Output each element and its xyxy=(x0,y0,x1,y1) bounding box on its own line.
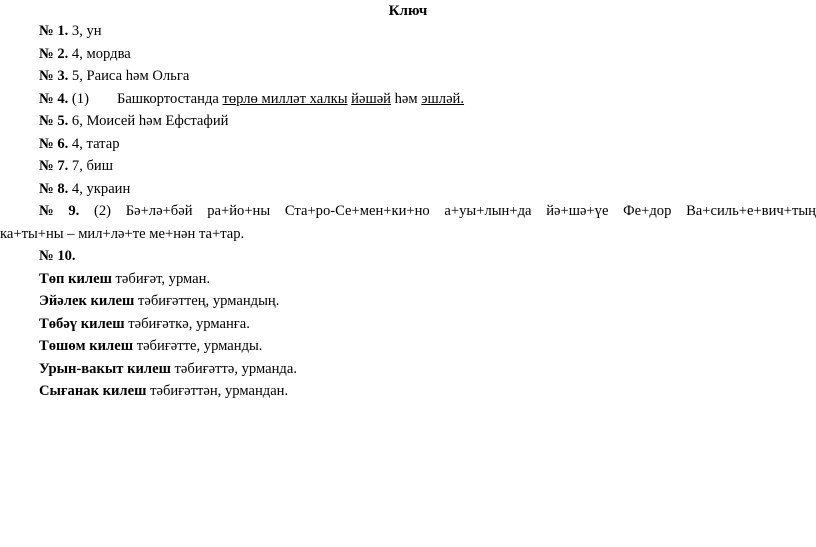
answer-4 xyxy=(39,88,816,111)
answer-1 xyxy=(39,20,816,43)
case-example: тәбиғәткә, урманға. xyxy=(124,315,250,332)
case-name: Урын-вакыт килеш xyxy=(39,360,171,377)
answer-word: (2) xyxy=(94,203,112,219)
case-example: тәбиғәттән, урмандан. xyxy=(146,383,289,399)
case-example: тәбиғәттең, урмандың. xyxy=(134,293,280,309)
answer-number: 9. xyxy=(68,203,80,219)
answer-3 xyxy=(39,65,816,88)
case-example: тәбиғәттә, урманда. xyxy=(170,360,297,377)
page-title: Ключ xyxy=(388,3,428,19)
case-name: Төбәү килеш xyxy=(39,315,125,332)
answer-text: 4, украин xyxy=(68,180,131,197)
case-row xyxy=(39,313,816,336)
answer-key-list xyxy=(0,20,816,403)
case-row xyxy=(39,268,816,291)
answer-text: 6, Моисей һәм Ефстафий xyxy=(68,113,229,129)
answer-word: Ва+силь+е+вич+тың xyxy=(686,203,816,219)
answer-word: Бә+лә+бәй xyxy=(125,203,193,219)
answer-number: № 7. xyxy=(39,158,69,174)
answer-10 xyxy=(39,245,816,268)
answer-text: ка+ты+ны – мил+лә+те ме+нән та+тар. xyxy=(0,225,245,242)
answer-number: № 3. xyxy=(39,68,69,84)
underlined-phrase: төрлө милләт халкы xyxy=(222,90,348,107)
case-example: тәбиғәтте, урманды. xyxy=(133,338,263,354)
answer-text: Башкортостанда xyxy=(116,90,223,107)
case-name: Төп килеш xyxy=(39,270,112,287)
answer-word: а+уы+лын+да xyxy=(444,203,532,219)
answer-word: Фе+дор xyxy=(623,203,672,219)
answer-7 xyxy=(39,155,816,178)
answer-word: ра+йо+ны xyxy=(207,203,271,219)
case-row xyxy=(39,358,816,381)
answer-number: № 6. xyxy=(39,135,69,152)
answer-number: № 4. xyxy=(39,90,69,107)
answer-number: № 8. xyxy=(39,180,69,197)
answer-choice: (1) xyxy=(68,90,89,107)
answer-text: 4, мордва xyxy=(68,45,131,62)
case-row xyxy=(39,335,816,358)
answer-text: 7, биш xyxy=(68,158,113,174)
answer-number: № 1. xyxy=(39,23,69,39)
answer-number-sign: № xyxy=(39,203,54,219)
case-row xyxy=(39,380,816,403)
answer-number: № 10. xyxy=(39,248,76,264)
answer-number: № 2. xyxy=(39,45,69,62)
answer-6 xyxy=(39,133,816,156)
answer-word: йә+шә+үе xyxy=(546,203,609,219)
answer-9 xyxy=(39,200,816,223)
case-example: тәбиғәт, урман. xyxy=(111,270,211,287)
answer-text: 3, ун xyxy=(68,23,102,39)
answer-text: һәм xyxy=(390,90,422,107)
answer-9-continuation xyxy=(0,223,816,246)
case-name: Сығанак килеш xyxy=(39,383,147,399)
case-name: Төшөм килеш xyxy=(39,338,134,354)
answer-word: Ста+ро-Се+мен+ки+но xyxy=(284,203,430,219)
answer-text: 5, Раиса һәм Ольга xyxy=(68,68,190,84)
answer-5 xyxy=(39,110,816,133)
case-name: Эйәлек килеш xyxy=(39,293,135,309)
answer-8 xyxy=(39,178,816,201)
underlined-phrase: эшләй. xyxy=(421,90,465,107)
answer-text: 4, татар xyxy=(68,135,120,152)
case-row xyxy=(39,290,816,313)
underlined-phrase: йәшәй xyxy=(351,90,391,107)
answer-number: № 5. xyxy=(39,113,69,129)
answer-2 xyxy=(39,43,816,66)
